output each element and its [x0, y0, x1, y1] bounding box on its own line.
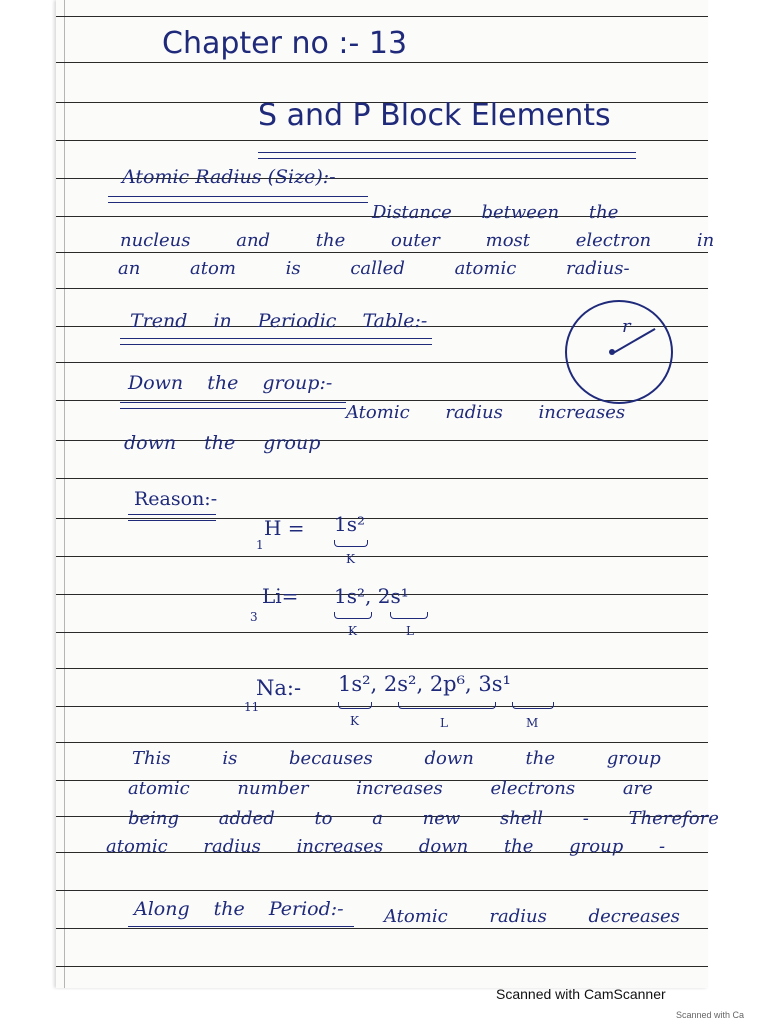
page-title: S and P Block Elements	[258, 98, 611, 133]
explanation-line-4: atomic radius increases down the group -	[106, 836, 666, 857]
section-heading-trend: Trend in Periodic Table:-	[130, 310, 428, 332]
margin-line	[64, 0, 65, 988]
shell-label-l: L	[406, 624, 414, 638]
ruled-line	[56, 556, 708, 557]
section-heading-atomic-radius: Atomic Radius (Size):-	[122, 166, 336, 188]
ruled-line	[56, 742, 708, 743]
shell-label-k: K	[346, 552, 355, 566]
ruled-line	[56, 62, 708, 63]
sodium-configuration: 1s², 2s², 2p⁶, 3s¹	[338, 672, 511, 696]
sodium-symbol: Na:-	[256, 676, 302, 700]
ruled-line	[56, 928, 708, 929]
sodium-atomic-number: 11	[244, 700, 260, 714]
shell-brace	[334, 612, 372, 619]
definition-line-2: nucleus and the outer most electron in	[120, 230, 715, 251]
scanner-watermark: Scanned with CamScanner	[496, 986, 666, 1002]
down-group-line-1: Atomic radius increases	[346, 402, 626, 423]
title-underline	[258, 158, 636, 159]
scanner-watermark-faint: Scanned with Ca	[676, 1010, 745, 1020]
heading-underline	[120, 338, 432, 339]
shell-label-m: M	[526, 716, 539, 730]
shell-brace	[334, 540, 368, 547]
shell-brace	[512, 702, 554, 709]
reason-heading: Reason:-	[134, 488, 218, 510]
heading-underline	[108, 196, 368, 197]
ruled-line	[56, 966, 708, 967]
radius-label: r	[622, 316, 631, 337]
heading-underline	[120, 408, 346, 409]
lithium-symbol: Li=	[262, 584, 299, 608]
ruled-line	[56, 16, 708, 17]
ruled-line	[56, 668, 708, 669]
shell-label-k: K	[350, 714, 359, 728]
heading-underline	[120, 344, 432, 345]
ruled-line	[56, 890, 708, 891]
atom-circle-diagram	[565, 300, 673, 404]
explanation-line-3: being added to a new shell - Therefore	[128, 808, 719, 829]
along-period-line-1: Atomic radius decreases	[384, 906, 680, 927]
shell-brace	[398, 702, 496, 709]
shell-brace	[390, 612, 428, 619]
heading-underline	[128, 926, 354, 927]
explanation-line-2: atomic number increases electrons are	[128, 778, 653, 799]
heading-underline	[108, 202, 368, 203]
ruled-line	[56, 288, 708, 289]
lithium-atomic-number: 3	[250, 610, 258, 624]
nucleus-dot	[609, 349, 615, 355]
ruled-line	[56, 706, 708, 707]
down-group-line-2: down the group	[124, 432, 321, 454]
heading-underline	[128, 520, 216, 521]
lithium-configuration: 1s², 2s¹	[334, 584, 409, 608]
section-heading-along-period: Along the Period:-	[134, 898, 344, 920]
heading-underline	[120, 402, 346, 403]
shell-label-k: K	[348, 624, 357, 638]
title-underline	[258, 152, 636, 153]
section-heading-down-group: Down the group:-	[128, 372, 333, 394]
hydrogen-atomic-number: 1	[256, 538, 264, 552]
ruled-line	[56, 252, 708, 253]
shell-brace	[338, 702, 372, 709]
chapter-heading: Chapter no :- 13	[162, 26, 408, 61]
ruled-line	[56, 478, 708, 479]
hydrogen-configuration: 1s²	[334, 512, 366, 536]
ruled-line	[56, 518, 708, 519]
ruled-line	[56, 140, 708, 141]
explanation-line-1: This is becauses down the group	[132, 748, 661, 769]
shell-label-l: L	[440, 716, 448, 730]
definition-line-1: Distance between the	[372, 202, 619, 223]
heading-underline	[128, 514, 216, 515]
hydrogen-symbol: H =	[264, 516, 305, 540]
definition-line-3: an atom is called atomic radius-	[118, 258, 630, 279]
ruled-line	[56, 632, 708, 633]
